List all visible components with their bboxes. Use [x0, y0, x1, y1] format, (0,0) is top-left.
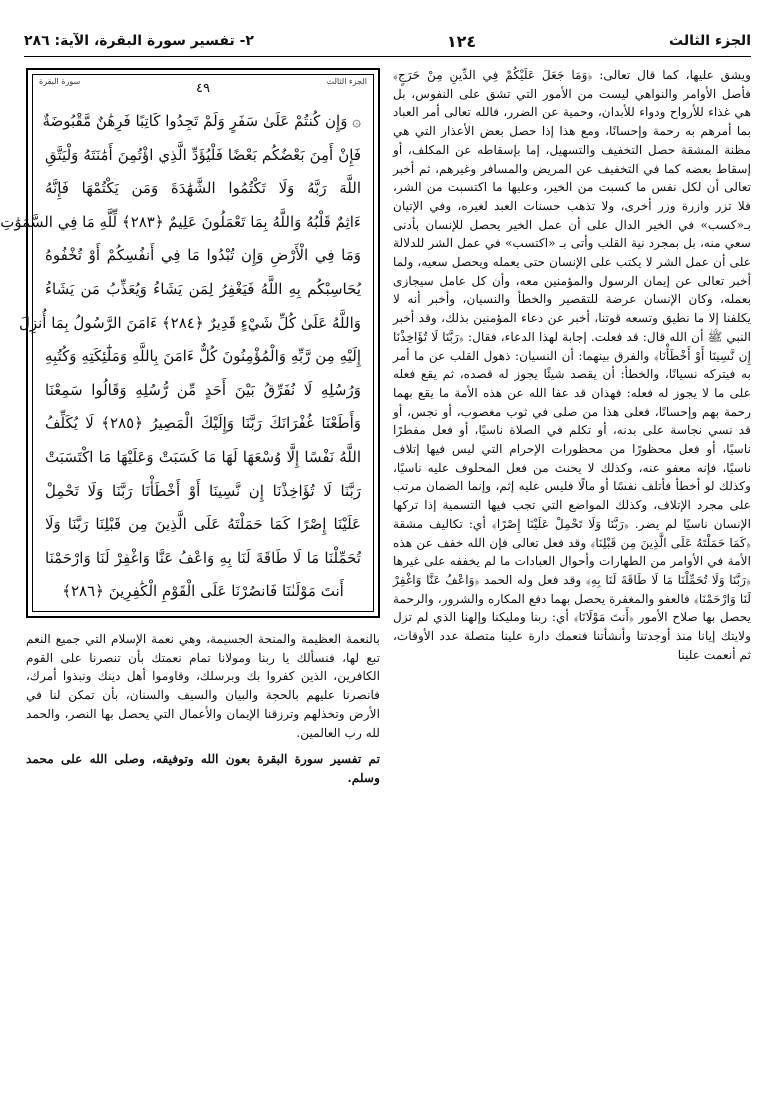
header-part-title: الجزء الثالث [669, 33, 751, 49]
quran-line: اللَّهُ نَفْسًا إِلَّا وُسْعَهَا لَهَا مَا كَسَبَتْ وَعَلَيْهَا مَا اكْتَسَبَتْ [45, 447, 361, 466]
left-text-column [26, 630, 380, 796]
frame-surah-label: سورة البقرة [39, 77, 81, 86]
quran-line: فَإِنْ أَمِنَ بَعْضُكُم بَعْضًا فَلْيُؤَدِّ الَّذِي اؤْتُمِنَ أَمَٰنَتَهُ وَلْيَتَّقِ [45, 145, 361, 164]
quran-line: يُحَاسِبْكُم بِهِ اللَّهُ فَيَغْفِرُ لِمَن يَشَاءُ وَيُعَذِّبُ مَن يَشَاءُ [45, 279, 361, 298]
quran-line: إِلَيْهِ مِن رَّبِّهِ وَالْمُؤْمِنُونَ كُلٌّ ءَامَنَ بِاللَّهِ وَمَلَٰٓئِكَتِهِ وَكُتُبِهِ [45, 347, 361, 366]
frame-page-number: ٤٩ [196, 81, 210, 96]
quran-line: وَمَا فِي الْأَرْضِ وَإِن تُبْدُوا مَا فِي أَنفُسِكُمْ أَوْ تُخْفُوهُ [45, 246, 361, 265]
frame-part-label: الجزء الثالث [326, 77, 367, 86]
quran-line: أَنتَ مَوْلَىٰنَا فَانصُرْنَا عَلَى الْقَوْمِ الْكَٰفِرِينَ ﴿٢٨٦﴾ [62, 582, 344, 601]
quran-page-inner [0, 74, 374, 612]
header-divider [24, 56, 751, 57]
header-page-number: ١٢٤ [446, 31, 477, 51]
quran-line: اللَّهَ رَبَّهُ وَلَا تَكْتُمُوا الشَّهَٰدَةَ وَمَن يَكْتُمْهَا فَإِنَّهُ [45, 179, 361, 198]
quran-line: عَلَيْنَا إِصْرًا كَمَا حَمَلْتَهُ عَلَى الَّذِينَ مِن قَبْلِنَا رَبَّنَا وَلَا [45, 515, 361, 534]
quran-line: وَأَطَعْنَا غُفْرَانَكَ رَبَّنَا وَإِلَيْكَ الْمَصِيرُ ﴿٢٨٥﴾ لَا يُكَلِّفُ [45, 414, 362, 433]
quran-line: رَبَّنَا لَا تُؤَاخِذْنَا إِن نَّسِينَا أَوْ أَخْطَأْنَا رَبَّنَا وَلَا تَحْمِلْ [45, 481, 361, 500]
closing-prayer-paragraph: بالنعمة العظيمة والمنحة الجسيمة، وهي نعمة الإسلام التي جميع النعم تبع لها، فنسألك يا ربنا ومولانا تمام نعمتك بأن تنصرنا على القوم الكافرين، الذين كفروا بك وبرسلك، وقاوموا أهل دينك ونبذوا أمرك، فانصرنا عليهم بالحجة والبيان والسيف والسنان، بأن تمكن لنا في الأرض وتخذلهم وترزقنا الإيمان والأعمال التي يحصل بها النصر، والحمد لله رب العالمين. [26, 632, 380, 740]
commentary-paragraph: ويشق عليها، كما قال تعالى: ﴿وَمَا جَعَلَ عَلَيْكُمْ فِي الدِّينِ مِنْ حَرَجٍ﴾ فأصل الأوامر والنواهي ليست من الأمور التي تشق على النفوس، بل هي غذاء للأرواح ودواء للأبدان، وحمية عن الضرر، فالله تعالى أمر العباد بما أمرهم به رحمة وإحسانًا، ومع هذا إذا حصل بعض الأعذار التي هي مظنة المشقة حصل التخفيف والتسهيل، إما بإسقاطه عن المكلف، أو إسقاط بعضه كما في التخفيف عن المريض والمسافر وغيرهم، ثم أخبر تعالى أن لكل نفس ما كسبت من الخير، وعليها ما اكتسبت من الشر، فلا تزر وازرة وزر أخرى، ولا تذهب حسنات العبد لغيره، وفي الإتيان بـ«كسب» في الخير الدال على أن عمل الخير يحصل للإنسان بأدنى سعي منه، بل بمجرد نية القلب وأتى بـ «اكتسب» في عمل الشر للدلالة على أن عمل الشر لا يكتب على الإنسان حتى يعمله ويحصل سعيه، ولما أخبر تعالى عن إيمان الرسول والمؤمنين معه، وأن كل عامل سيجازى بعمله، وكان الإنسان عرضة للتقصير والخطأ والنسيان، وأخبر أنه لا يكلفنا إلا ما نطيق وتسعه قوتنا، أخبر عن دعاء المؤمنين بذلك، وقد أخبر النبي ﷺ أن الله قال: قد فعلت. إجابة لهذا الدعاء، فقال: ﴿رَبَّنَا لَا تُؤَاخِذْنَا إِن نَّسِينَا أَوْ أَخْطَأْنَا﴾ والفرق بينهما: أن النسيان: ذهول القلب عن ما أمر به فيتركه نسيانًا، والخطأ: أن يقصد شيئًا يجوز له قصده، ثم يقع فعله على ما لا يجوز له فعله: فهذان قد عفا الله عن هذه الأمة ما يقع بهما رحمة بهم وإحسانًا، فعلى هذا من صلى في ثوب مغصوب، أو نجس، أو قد نسي نجاسة على بدنه، أو تكلم في الصلاة ناسيًا، أو فعل مفطرًا ناسيًا، أو فعل محظورًا من محظورات الإحرام التي ليس فيها إتلاف ناسيًا، فإنه معفو عنه، وكذلك لا يحنث من فعل المحلوف عليه ناسيًا، وكذلك لو أخطأ فأتلف نفسًا أو مالًا فليس عليه إثم، وإنما الضمان مرتب على مجرد الإتلاف، وكذلك المواضع التي تجب فيها التسمية إذا تركها الإنسان ناسيًا لم يضر. ﴿رَبَّنَا وَلَا تَحْمِلْ عَلَيْنَا إِصْرًا﴾ أي: تكاليف مشقة ﴿كَمَا حَمَلْتَهُ عَلَى الَّذِينَ مِن قَبْلِنَا﴾ وقد فعل تعالى فإن الله خفف عن هذه الأمة في الأوامر من الطهارات وأحوال العبادات ما لم يخففه على غيرها ﴿رَبَّنَا وَلَا تُحَمِّلْنَا مَا لَا طَاقَةَ لَنَا بِهِ﴾ وقد فعل وله الحمد ﴿وَاعْفُ عَنَّا وَاغْفِرْ لَنَا وَارْحَمْنَا﴾ فالعفو والمغفرة يحصل بهما دفع المكاره والشرور، والرحمة يحصل بها صلاح الأمور ﴿أَنتَ مَوْلَانَا﴾ أي: ربنا ومليكنا وإلهنا الذي لم تزل ولايتك إيانا منذ أوجدتنا وأنشأتنا فنعمك دارة علينا متصلة عدد الأوقات، ثم أنعمت علينا [393, 68, 751, 662]
header-surah-title: ٢- تفسير سورة البقرة، الآية: ٢٨٦ [24, 33, 254, 49]
quran-line: وَرُسُلِهِ لَا نُفَرِّقُ بَيْنَ أَحَدٍ مِّن رُّسُلِهِ وَقَالُوا سَمِعْنَا [45, 380, 361, 399]
tafsir-end-note: تم تفسير سورة البقرة بعون الله وتوفيقه، وصلى الله على محمد وسلم. [26, 752, 380, 785]
quran-line: ءَاثِمٌ قَلْبُهُ وَاللَّهُ بِمَا تَعْمَلُونَ عَلِيمٌ ﴿٢٨٣﴾ لِّلَّهِ مَا فِي السَّمَٰوَٰتِ [0, 212, 361, 231]
quran-line: ۞ وَإِن كُنتُمْ عَلَىٰ سَفَرٍ وَلَمْ تَجِدُوا كَاتِبًا فَرِهَٰنٌ مَّقْبُوضَةٌ [42, 112, 361, 130]
quran-line: وَاللَّهُ عَلَىٰ كُلِّ شَيْءٍ قَدِيرٌ ﴿٢٨٤﴾ ءَامَنَ الرَّسُولُ بِمَا أُنزِلَ [18, 313, 361, 332]
right-text-column [393, 66, 751, 1096]
quran-line: تُحَمِّلْنَا مَا لَا طَاقَةَ لَنَا بِهِ وَاعْفُ عَنَّا وَاغْفِرْ لَنَا وَارْحَمْنَا [45, 548, 361, 567]
page-header [24, 29, 751, 53]
quran-page-frame [0, 68, 380, 618]
